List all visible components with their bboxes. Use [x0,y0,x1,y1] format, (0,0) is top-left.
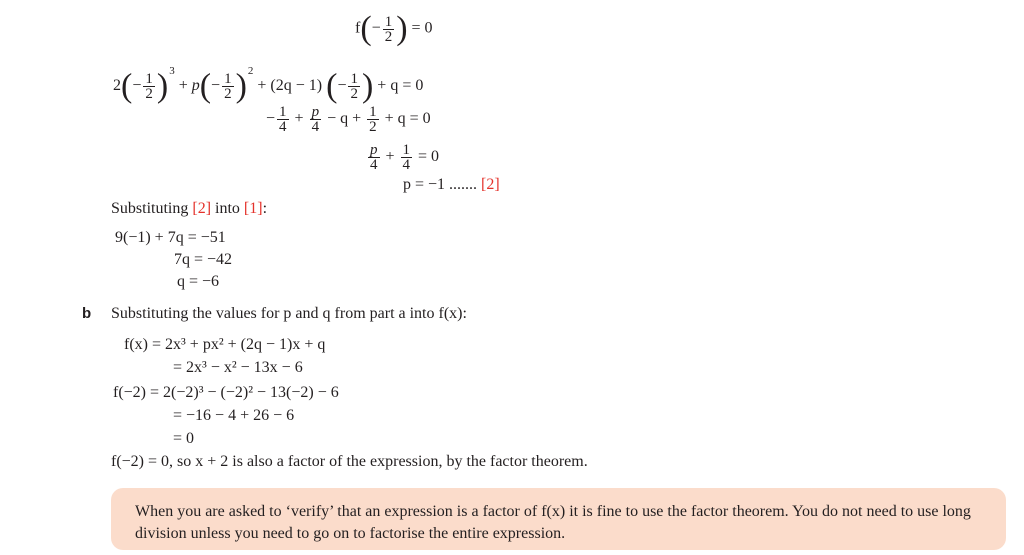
part-b-line-4: = −16 − 4 + 26 − 6 [173,407,295,424]
exponent-3: 3 [169,65,175,77]
equation-line-3: − $\frac{1}{4}$ + $\frac{p}{4}$ − q + $\frac{1}{2}$ + q = 0 [266,104,431,135]
tip-note-text: When you are asked to ‘verify’ that an expression is a factor of f(x) it is fine to use the factor theorem. You do not need to use long division unless you need to go on to factorise the entire expression. [135,503,971,542]
sub-line-1: 9(−1) + 7q = −51 [115,229,226,246]
part-b-line-5: = 0 [173,430,195,447]
equation-middle-term: + (2q − 1) [257,77,323,94]
equation-line-5 [403,175,500,195]
part-b-line-1: f(x) = 2x³ + px² + (2q − 1)x + q [124,336,326,353]
coefficient: 2 [113,77,121,94]
substituting-text: into [215,200,240,217]
exponent-2: 2 [247,65,254,77]
sub-line-3: q = −6 [177,273,220,290]
equation-rhs: = 0 [418,148,440,166]
part-b-line-3: f(−2) = 2(−2)³ − (−2)² − 13(−2) − 6 [113,384,339,401]
equation-reference: [1] [243,200,263,217]
tip-note-box [111,488,1006,550]
equation-term: − q + [327,110,362,128]
equation-rhs: = 0 [411,19,433,37]
part-b-conclusion: f(−2) = 0, so x + 2 is also a factor of the expression, by the factor theorem. [111,453,588,470]
substituting-sentence [111,199,267,219]
p-result: p = −1 ....... [403,176,478,193]
equation-rhs: + q = 0 [377,77,424,94]
substituting-text: Substituting [111,200,189,217]
equation-reference: [2] [192,200,212,217]
equation-line-2: 2(− $\frac{1}{2}$ )$^3$ + p(− $\frac{1}{2}$ )$^2$ + (2q − 1) (− $\frac{1}{2}$ ) + q = 0 [113,65,424,105]
equation-line-4: $\frac{p}{4}$ + $\frac{1}{4}$ = 0 [370,142,440,173]
function-name: f [355,19,361,37]
substituting-text: : [262,200,268,217]
part-b-line-2: = 2x³ − x² − 13x − 6 [173,359,303,376]
equation-line-1: f(− $\frac{1}{2}$ ) = 0 [355,10,433,47]
part-b-intro: Substituting the values for p and q from part a into f(x): [111,305,467,322]
equation-rhs: + q = 0 [384,110,431,128]
equation-reference: [2] [481,176,500,193]
part-b-label: b [82,305,92,322]
sub-line-2: 7q = −42 [174,251,233,268]
